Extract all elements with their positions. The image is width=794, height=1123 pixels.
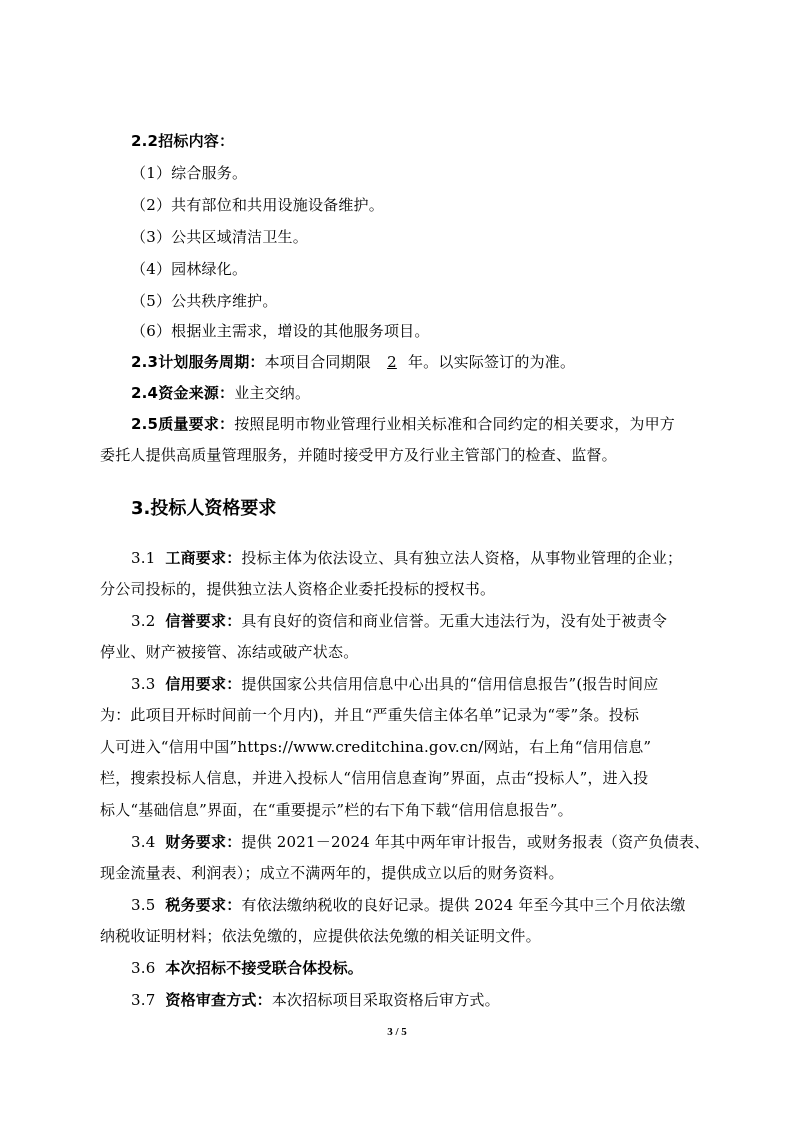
section-2-5-paragraph: 2.5质量要求：按照昆明市物业管理行业相关标准和合同约定的相关要求，为甲方	[131, 415, 676, 433]
list-item: （2）共有部位和共用设施设备维护。	[131, 196, 384, 214]
page-number: 3 / 5	[387, 1026, 407, 1038]
section-3-heading: 3.投标人资格要求	[131, 498, 277, 519]
section-2-4-paragraph: 2.4资金来源：业主交纳。	[131, 384, 311, 402]
paragraph-line: 栏，搜索投标人信息，并进入投标人“信用信息查询”界面，点击“投标人”，进入投	[100, 769, 649, 787]
section-2-3-paragraph: 2.3计划服务周期：本项目合同期限 2 年。以实际签订的为准。	[131, 353, 576, 371]
section-3-4-paragraph: 3.4 财务要求：提供 2021－2024 年其中两年审计报告，或财务报表（资产负债表、	[131, 833, 710, 851]
paragraph-line: 委托人提供高质量管理服务，并随时接受甲方及行业主管部门的检查、监督。	[100, 446, 617, 464]
section-3-5-paragraph: 3.5 税务要求：有依法缴纳税收的良好记录。提供 2024 年至今其中三个月依法缴	[131, 896, 686, 914]
section-3-7-paragraph: 3.7 资格审查方式：本次招标项目采取资格后审方式。	[131, 991, 500, 1009]
section-3-3-paragraph: 3.3 信用要求：提供国家公共信用信息中心出具的“信用信息报告”(报告时间应	[131, 675, 659, 693]
list-item: （5）公共秩序维护。	[131, 292, 278, 310]
section-3-1-paragraph: 3.1 工商要求：投标主体为依法设立、具有独立法人资格，从事物业管理的企业；	[131, 549, 683, 567]
paragraph-line: 现金流量表、利润表）；成立不满两年的，提供成立以后的财务资料。	[100, 864, 564, 882]
list-item: （4）园林绿化。	[131, 260, 248, 278]
list-item: （6）根据业主需求，增设的其他服务项目。	[131, 322, 430, 340]
list-item: （1）综合服务。	[131, 164, 248, 182]
paragraph-line: 停业、财产被接管、冻结或破产状态。	[100, 643, 359, 661]
section-2-2-heading: 2.2招标内容：	[131, 132, 235, 150]
paragraph-line: 人可进入“信用中国”https://www.creditchina.gov.cn/网站，右上角“信用信息”	[100, 738, 652, 756]
section-3-6-paragraph: 3.6 本次招标不接受联合体投标。	[131, 959, 364, 977]
paragraph-line: 为：此项目开标时间前一个月内)，并且“严重失信主体名单”记录为“零”条。投标	[100, 706, 640, 724]
paragraph-line: 标人“基础信息”界面，在“重要提示”栏的右下角下载“信用信息报告”。	[100, 801, 573, 819]
section-3-2-paragraph: 3.2 信誉要求：具有良好的资信和商业信誉。无重大违法行为，没有处于被责令	[131, 612, 668, 630]
list-item: （3）公共区域清洁卫生。	[131, 228, 308, 246]
paragraph-line: 纳税收证明材料；依法免缴的，应提供依法免缴的相关证明文件。	[100, 927, 541, 945]
paragraph-line: 分公司投标的，提供独立法人资格企业委托投标的授权书。	[100, 580, 496, 598]
service-years-value: 2	[387, 353, 397, 371]
